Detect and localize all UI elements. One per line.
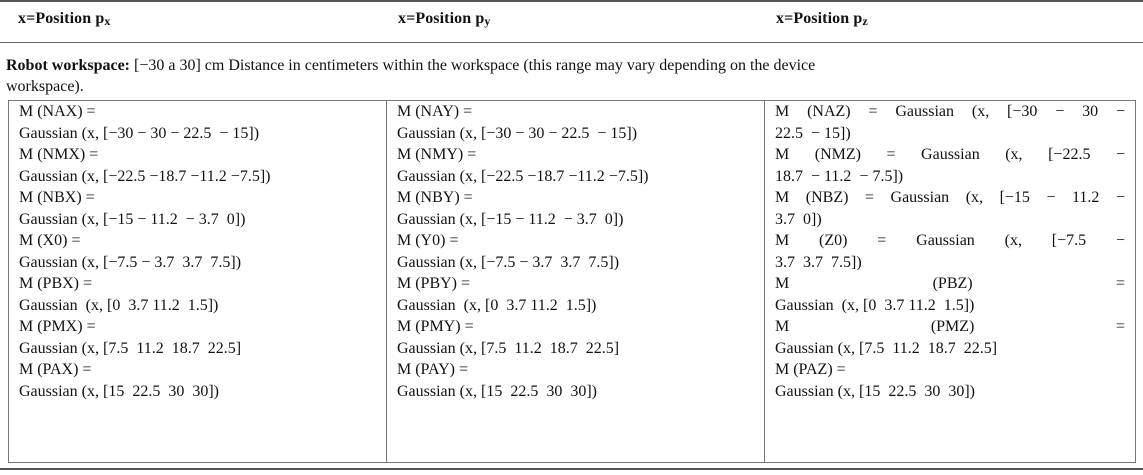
table-line: Gaussian (x, [−15 − 11.2 − 3.7 0]) (19, 210, 246, 228)
bottom-rule (0, 468, 1143, 470)
column-z (765, 101, 1135, 462)
table-line: M (PAZ) = (775, 361, 846, 378)
table-line: Gaussian (x, [0 3.7 11.2 1.5]) (19, 296, 219, 314)
table-line: Gaussian (x, [−7.5 − 3.7 3.7 7.5]) (19, 253, 242, 271)
table-line: Gaussian (x, [−30 − 30 − 22.5 − 15]) (19, 124, 260, 142)
table-line: M (PBY) = (397, 275, 471, 292)
table-line: Gaussian (x, [15 22.5 30 30]) (775, 382, 975, 400)
table-line: M (X0) = (19, 232, 81, 249)
table-line: Gaussian (x, [7.5 11.2 18.7 22.5] (397, 339, 620, 357)
header-text: x=Position p (776, 10, 863, 27)
table-line: M (NMY) = (397, 146, 477, 163)
header-position-z (776, 10, 868, 28)
top-rule (0, 0, 1143, 2)
table-line: 3.7 0]) (775, 210, 822, 228)
table-line: M (PBX) = (19, 275, 93, 292)
table-line: M (PMY) = (397, 318, 474, 335)
workspace-text-cont: workspace). (6, 78, 84, 95)
table-line: 22.5 − 15]) (775, 124, 851, 142)
table-line: Gaussian (x, [−22.5 −18.7 −11.2 −7.5]) (19, 167, 271, 185)
table-line: 18.7 − 11.2 − 7.5]) (775, 167, 904, 185)
header-rule (0, 42, 1143, 43)
table-line: M (NAY) = (397, 103, 473, 120)
table-line: Gaussian (x, [0 3.7 11.2 1.5]) (397, 296, 597, 314)
table-line: Gaussian (x, [7.5 11.2 18.7 22.5] (775, 339, 998, 357)
membership-functions-table (8, 100, 1136, 463)
column-y (387, 101, 765, 462)
table-line: Gaussian (x, [−30 − 30 − 22.5 − 15]) (397, 124, 638, 142)
header-subscript: y (484, 14, 491, 28)
workspace-note (6, 55, 1126, 97)
table-line: Gaussian (x, [15 22.5 30 30]) (397, 382, 597, 400)
table-line: M (NMZ) = Gaussian (x, [−22.5 − (775, 146, 1125, 163)
header-subscript: x (104, 14, 111, 28)
workspace-label: Robot workspace: (6, 57, 130, 74)
header-text: x=Position p (398, 10, 485, 27)
table-line: 3.7 3.7 7.5]) (775, 253, 862, 271)
table-line: M (NBY) = (397, 189, 473, 206)
table-line: M (PMZ) = (775, 318, 1125, 335)
table-line: M (PAX) = (19, 361, 92, 378)
header-position-y (398, 10, 490, 28)
table-line: M (NBX) = (19, 189, 95, 206)
table-line: Gaussian (x, [−7.5 − 3.7 3.7 7.5]) (397, 253, 620, 271)
table-line: M (Y0) = (397, 232, 459, 249)
table-line: Gaussian (x, [15 22.5 30 30]) (19, 382, 219, 400)
table-line: M (NBZ) = Gaussian (x, [−15 − 11.2 − (775, 189, 1125, 206)
header-position-x (18, 10, 110, 28)
table-line: Gaussian (x, [7.5 11.2 18.7 22.5] (19, 339, 242, 357)
table-line: M (PAY) = (397, 361, 468, 378)
table-line: Gaussian (x, [−15 − 11.2 − 3.7 0]) (397, 210, 624, 228)
table-line: Gaussian (x, [0 3.7 11.2 1.5]) (775, 296, 975, 314)
header-text: x=Position p (18, 10, 105, 27)
table-line: M (PMX) = (19, 318, 96, 335)
table-line: M (NAX) = (19, 103, 96, 120)
table-line: M (Z0) = Gaussian (x, [−7.5 − (775, 232, 1125, 249)
header-subscript: z (862, 14, 868, 28)
table-line: M (NAZ) = Gaussian (x, [−30 − 30 − (775, 103, 1125, 120)
column-x (9, 101, 387, 462)
workspace-text: [−30 a 30] cm Distance in centimeters within the workspace (this range may vary depending on the device (130, 57, 816, 74)
table-line: M (NMX) = (19, 146, 99, 163)
table-line: M (PBZ) = (775, 275, 1125, 292)
table-line: Gaussian (x, [−22.5 −18.7 −11.2 −7.5]) (397, 167, 649, 185)
